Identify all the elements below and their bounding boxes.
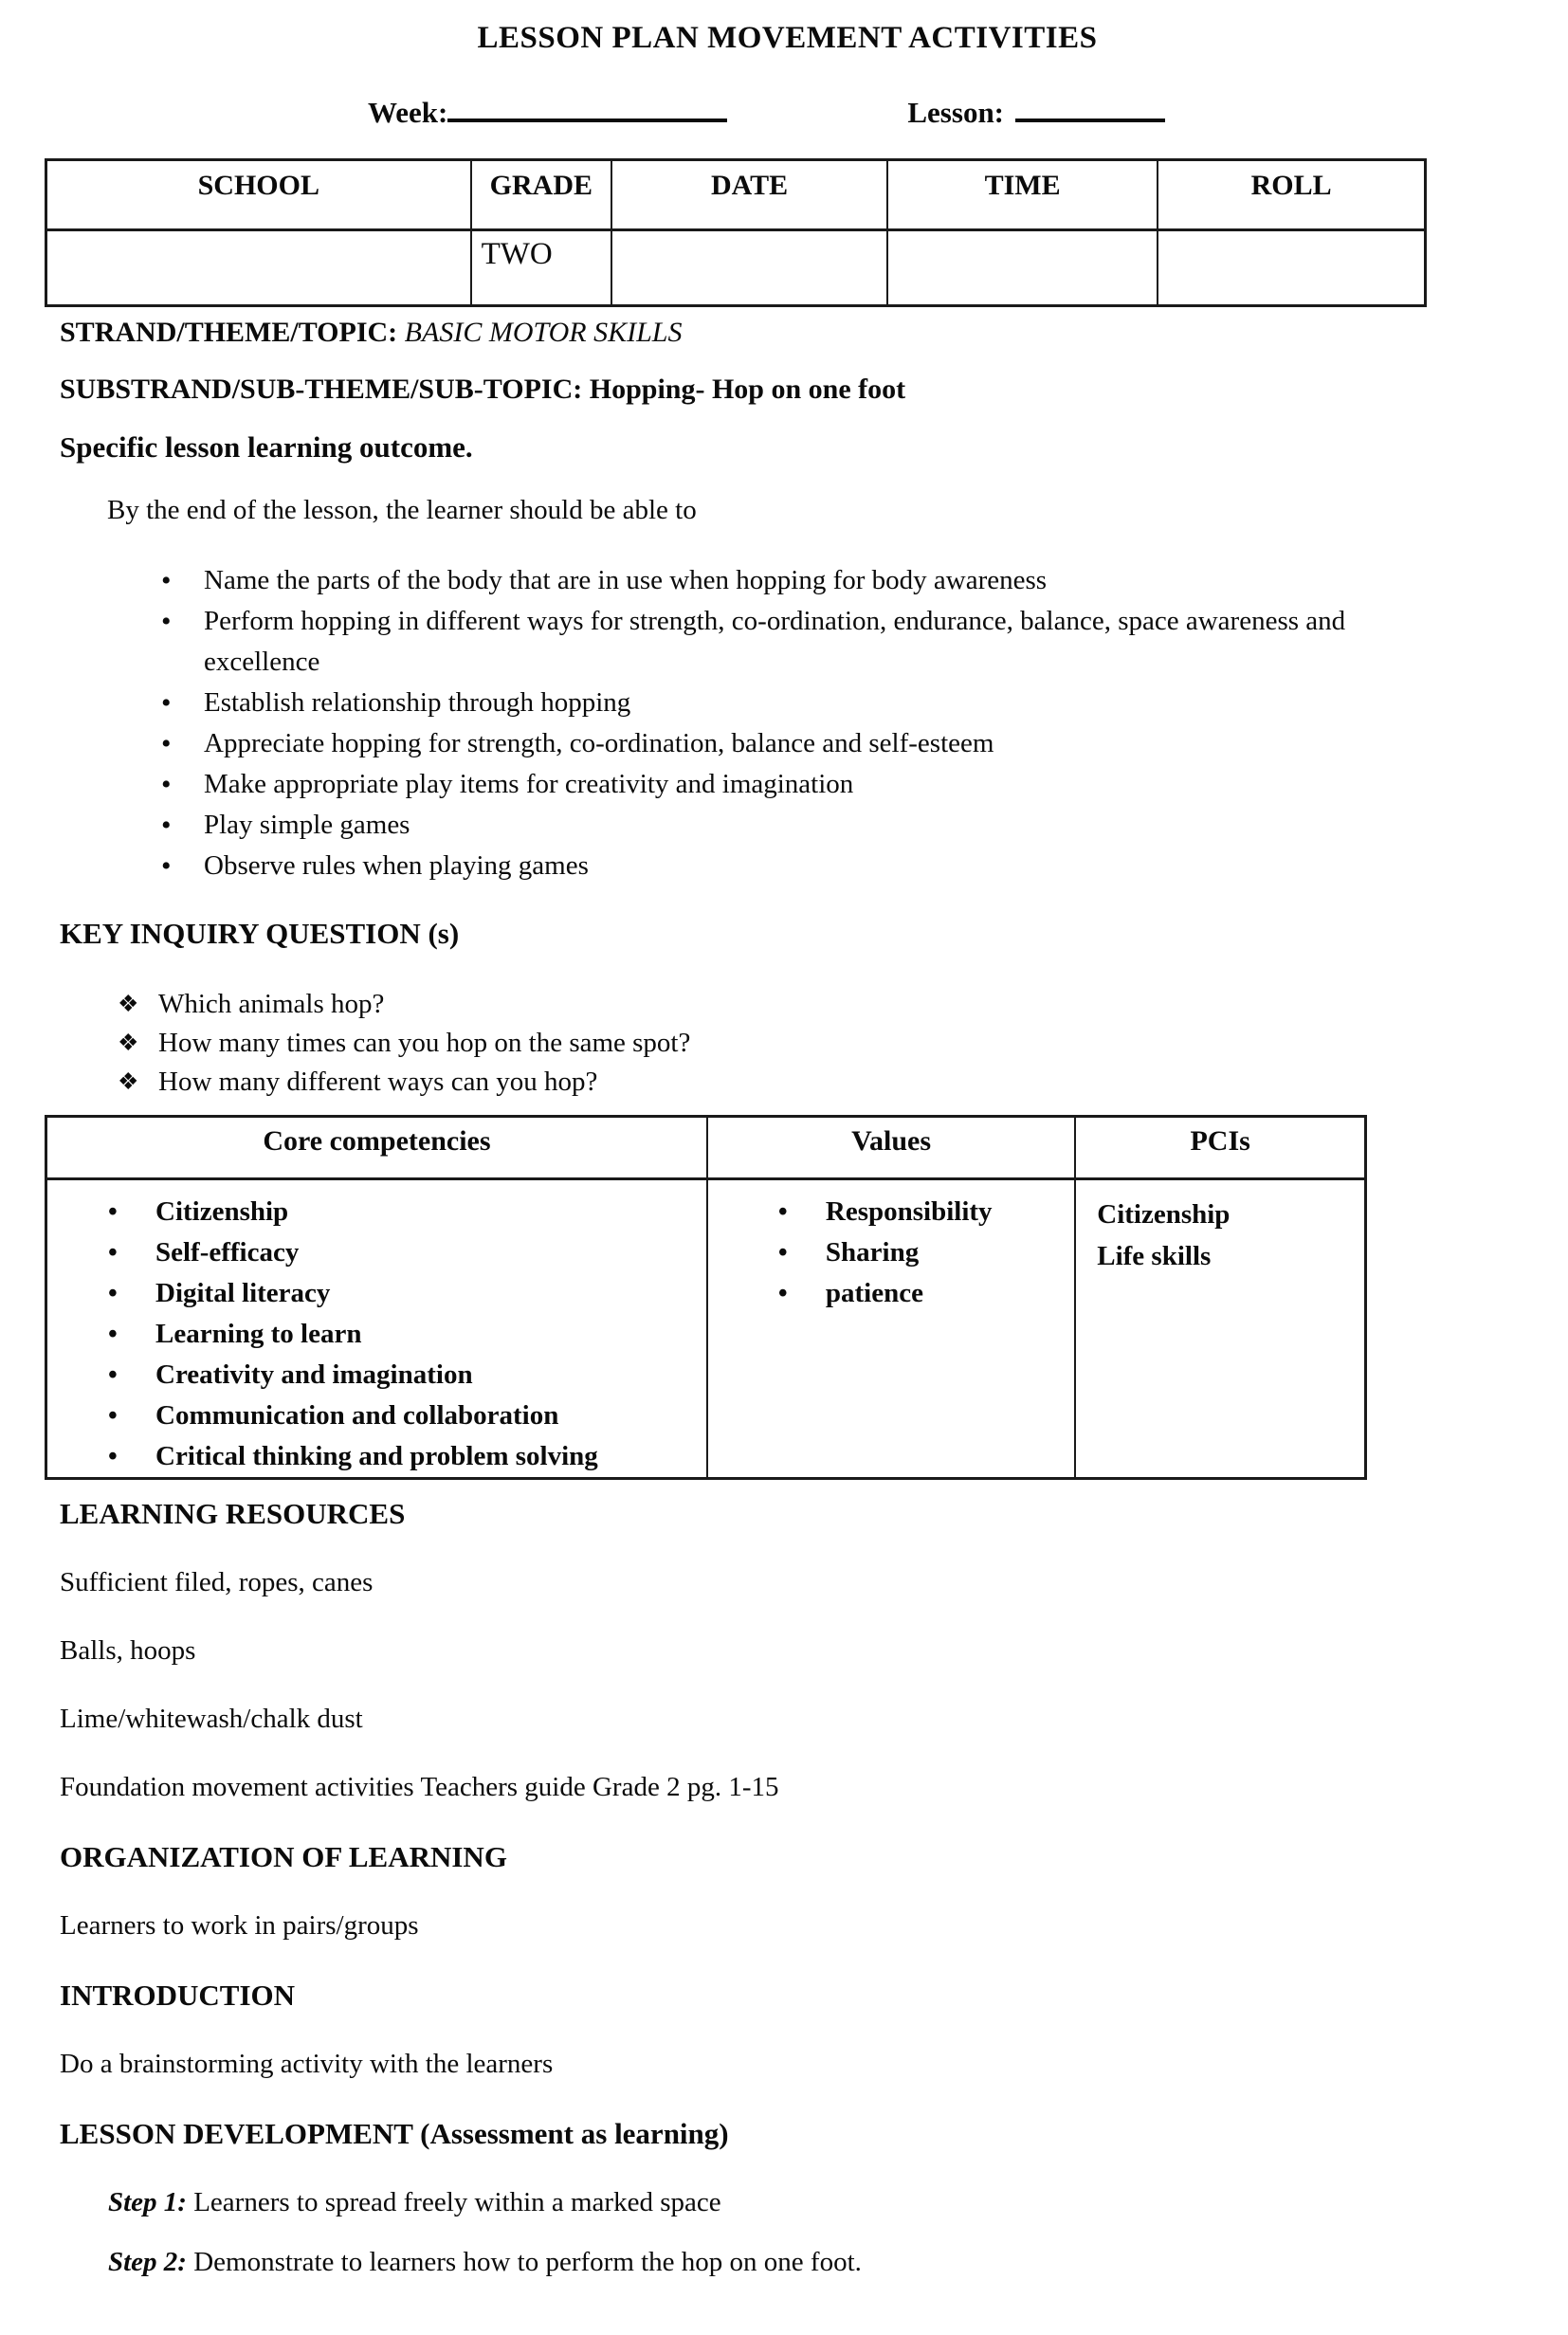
core-competency-item: • Citizenship xyxy=(106,1192,706,1232)
substrand-label: SUBSTRAND/SUB-THEME/SUB-TOPIC: xyxy=(60,374,583,405)
organization-text: Learners to work in pairs/groups xyxy=(60,1910,419,1941)
column-header-values: Values xyxy=(707,1117,1075,1179)
column-header-core-competencies: Core competencies xyxy=(46,1117,707,1179)
column-header-roll: ROLL xyxy=(1158,160,1425,230)
info-table-data-row xyxy=(46,230,1426,306)
outcome-item: • Name the parts of the body that are in use when hopping for body awareness xyxy=(159,560,1377,601)
week-blank-line xyxy=(447,90,727,122)
core-competency-item: • Creativity and imagination xyxy=(106,1355,706,1396)
outcome-list xyxy=(159,560,1377,886)
outcome-item: • Perform hopping in different ways for strength, co-ordination, endurance, balance, space awareness and excellence xyxy=(159,601,1377,683)
value-item: • Sharing xyxy=(776,1232,1074,1273)
resource-line: Sufficient filed, ropes, canes xyxy=(60,1567,374,1597)
step-row xyxy=(108,2187,1530,2218)
grade-value-cell: TWO xyxy=(471,230,611,306)
value-item: • Responsibility xyxy=(776,1192,1074,1232)
column-header-time: TIME xyxy=(887,160,1158,230)
strand-value: BASIC MOTOR SKILLS xyxy=(404,317,683,348)
strand-line xyxy=(60,317,1530,349)
core-competency-item: • Communication and collaboration xyxy=(106,1396,706,1436)
page-title: LESSON PLAN MOVEMENT ACTIVITIES xyxy=(477,21,1098,55)
info-table xyxy=(45,158,1427,307)
competency-table-body-row xyxy=(46,1179,1366,1479)
outcome-heading: Specific lesson learning outcome. xyxy=(60,430,473,464)
values-list xyxy=(776,1192,1074,1314)
inquiry-item: ❖ How many different ways can you hop? xyxy=(118,1063,1530,1102)
step-text: Demonstrate to learners how to perform the hop on one foot. xyxy=(193,2247,862,2277)
substrand-value: Hopping- Hop on one foot xyxy=(589,374,906,405)
organization-heading: ORGANIZATION OF LEARNING xyxy=(60,1840,507,1873)
column-header-school: SCHOOL xyxy=(46,160,471,230)
date-value-cell xyxy=(611,230,887,306)
outcome-intro: By the end of the lesson, the learner should be able to xyxy=(107,495,697,525)
pcis-cell xyxy=(1075,1179,1365,1479)
value-item: • patience xyxy=(776,1273,1074,1314)
time-value-cell xyxy=(887,230,1158,306)
column-header-date: DATE xyxy=(611,160,887,230)
core-competency-item: • Self-efficacy xyxy=(106,1232,706,1273)
info-table-header-row xyxy=(46,160,1426,230)
core-competency-item: • Digital literacy xyxy=(106,1273,706,1314)
resource-line: Balls, hoops xyxy=(60,1635,196,1666)
substrand-line xyxy=(60,374,1530,406)
competency-table xyxy=(45,1115,1367,1480)
lesson-label: Lesson: xyxy=(907,96,1005,129)
introduction-text: Do a brainstorming activity with the learners xyxy=(60,2049,554,2079)
outcome-item: • Play simple games xyxy=(159,805,1377,846)
pci-item: Citizenship xyxy=(1097,1199,1231,1230)
step-row xyxy=(108,2247,1530,2278)
core-competency-item: • Critical thinking and problem solving xyxy=(106,1436,706,1477)
inquiry-item: ❖ Which animals hop? xyxy=(118,985,1530,1024)
strand-label: STRAND/THEME/TOPIC: xyxy=(60,317,398,348)
outcome-item: • Make appropriate play items for creativity and imagination xyxy=(159,764,1377,805)
step-label: Step 2: xyxy=(108,2247,187,2277)
outcome-item: • Observe rules when playing games xyxy=(159,846,1377,886)
introduction-heading: INTRODUCTION xyxy=(60,1979,296,2012)
column-header-grade: GRADE xyxy=(471,160,611,230)
resources-heading: LEARNING RESOURCES xyxy=(60,1497,406,1530)
roll-value-cell xyxy=(1158,230,1425,306)
values-cell xyxy=(707,1179,1075,1479)
lesson-blank-line xyxy=(1015,90,1165,122)
core-competency-list xyxy=(106,1192,706,1477)
outcome-item: • Establish relationship through hopping xyxy=(159,683,1377,723)
step-text: Learners to spread freely within a marked space xyxy=(193,2187,721,2217)
core-competencies-cell xyxy=(46,1179,707,1479)
inquiry-list xyxy=(118,985,1530,1102)
inquiry-item: ❖ How many times can you hop on the same spot? xyxy=(118,1024,1530,1063)
resource-line: Foundation movement activities Teachers guide Grade 2 pg. 1-15 xyxy=(60,1772,779,1802)
week-label: Week: xyxy=(368,96,448,129)
outcome-item: • Appreciate hopping for strength, co-ordination, balance and self-esteem xyxy=(159,723,1377,764)
competency-table-header-row xyxy=(46,1117,1366,1179)
development-heading: LESSON DEVELOPMENT (Assessment as learning) xyxy=(60,2117,729,2150)
inquiry-heading: KEY INQUIRY QUESTION (s) xyxy=(60,917,460,950)
pci-list xyxy=(1076,1192,1364,1277)
resource-line: Lime/whitewash/chalk dust xyxy=(60,1704,363,1734)
pci-item: Life skills xyxy=(1097,1241,1212,1271)
week-lesson-row xyxy=(368,90,1530,130)
step-label: Step 1: xyxy=(108,2187,187,2217)
column-header-pcis: PCIs xyxy=(1075,1117,1365,1179)
core-competency-item: • Learning to learn xyxy=(106,1314,706,1355)
school-value-cell xyxy=(46,230,471,306)
